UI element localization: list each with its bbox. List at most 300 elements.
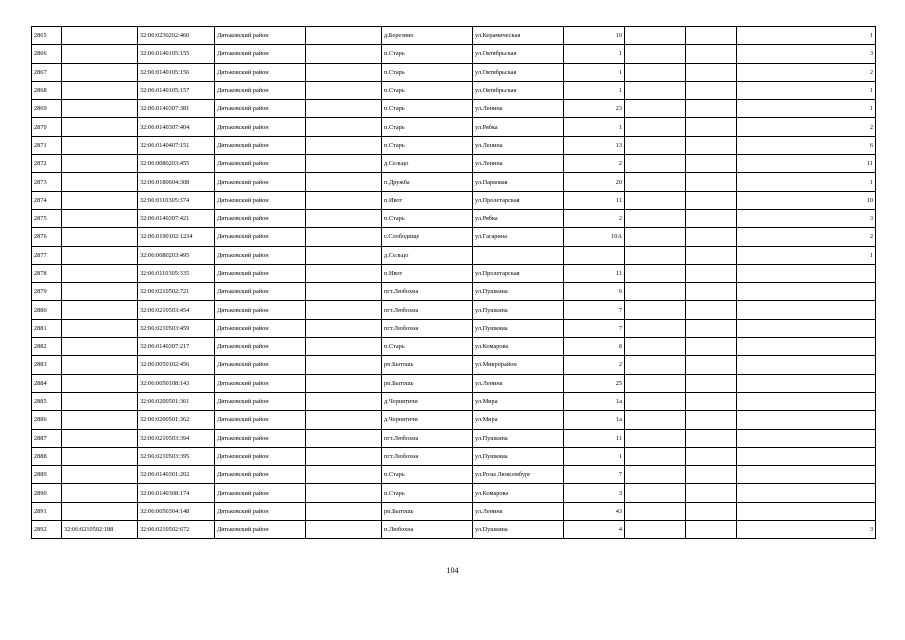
cell-cadastral-number: 32:06:0140301:202 — [138, 466, 215, 484]
cell-locality: с.Слободище — [382, 228, 473, 246]
cell-row-number: 2892 — [32, 521, 62, 539]
cell-row-number: 2874 — [32, 191, 62, 209]
cell-house-number: 11 — [564, 191, 625, 209]
cell-previous-cadastral-number: 32:06:0210502:188 — [62, 521, 138, 539]
cell-house-number: 2 — [564, 209, 625, 227]
cell-count: 1 — [737, 81, 876, 99]
cell-district: Дятьковский район — [215, 411, 306, 429]
cell-count — [737, 356, 876, 374]
cell-house-number: 13 — [564, 136, 625, 154]
cell-empty — [625, 484, 686, 502]
cell-previous-cadastral-number — [62, 319, 138, 337]
cell-row-number: 2884 — [32, 374, 62, 392]
cell-empty — [686, 63, 737, 81]
cell-locality: п.Старь — [382, 136, 473, 154]
cell-empty — [625, 466, 686, 484]
cell-cadastral-number: 32:06:0050102:456 — [138, 356, 215, 374]
table-row — [32, 319, 876, 337]
cell-empty — [686, 191, 737, 209]
cell-empty — [625, 191, 686, 209]
cell-count: 6 — [737, 136, 876, 154]
cell-empty — [625, 356, 686, 374]
cell-row-number: 2882 — [32, 338, 62, 356]
cell-count: 1 — [737, 27, 876, 45]
cell-empty — [625, 81, 686, 99]
cell-cadastral-number: 32:06:0140307:421 — [138, 209, 215, 227]
cell-street: ул.Гагарина — [473, 228, 564, 246]
cell-row-number: 2883 — [32, 356, 62, 374]
cell-row-number: 2885 — [32, 392, 62, 410]
cell-row-number: 2870 — [32, 118, 62, 136]
cell-empty — [306, 521, 382, 539]
cell-row-number: 2866 — [32, 45, 62, 63]
cell-house-number: 1 — [564, 45, 625, 63]
cell-district: Дятьковский район — [215, 356, 306, 374]
cell-empty — [306, 63, 382, 81]
cell-cadastral-number: 32:06:0140105:157 — [138, 81, 215, 99]
cell-street: ул.Пушкина — [473, 521, 564, 539]
cell-empty — [306, 173, 382, 191]
table-row — [32, 45, 876, 63]
cell-row-number: 2878 — [32, 264, 62, 282]
cell-previous-cadastral-number — [62, 155, 138, 173]
cell-district: Дятьковский район — [215, 264, 306, 282]
cell-previous-cadastral-number — [62, 45, 138, 63]
cell-empty — [686, 209, 737, 227]
cell-empty — [625, 100, 686, 118]
cell-cadastral-number: 32:06:0210503:394 — [138, 429, 215, 447]
cell-empty — [625, 209, 686, 227]
cell-house-number: 20 — [564, 173, 625, 191]
cell-previous-cadastral-number — [62, 264, 138, 282]
cell-cadastral-number: 32:06:0140307:404 — [138, 118, 215, 136]
cell-street: ул.Парковая — [473, 173, 564, 191]
cell-cadastral-number: 32:06:0140307:217 — [138, 338, 215, 356]
cell-street: ул.Комарова — [473, 484, 564, 502]
cell-house-number: 11 — [564, 264, 625, 282]
cell-empty — [306, 502, 382, 520]
cell-locality: пгт.Любохна — [382, 301, 473, 319]
cell-cadastral-number: 32:06:0050304:148 — [138, 502, 215, 520]
cell-empty — [686, 246, 737, 264]
cell-cadastral-number: 32:06:0190102:1234 — [138, 228, 215, 246]
cell-street: ул.Пролетарская — [473, 264, 564, 282]
cell-count — [737, 447, 876, 465]
cell-street: ул.Ленина — [473, 502, 564, 520]
cell-previous-cadastral-number — [62, 191, 138, 209]
cell-house-number: 1а — [564, 411, 625, 429]
table-row — [32, 356, 876, 374]
cell-empty — [625, 502, 686, 520]
cell-empty — [686, 356, 737, 374]
cell-empty — [306, 191, 382, 209]
table-row — [32, 283, 876, 301]
cell-empty — [625, 264, 686, 282]
table-row — [32, 118, 876, 136]
cell-count — [737, 338, 876, 356]
cell-district: Дятьковский район — [215, 136, 306, 154]
cell-empty — [306, 264, 382, 282]
cell-locality: п.Старь — [382, 338, 473, 356]
table-body — [32, 27, 876, 539]
cell-district: Дятьковский район — [215, 209, 306, 227]
table-row — [32, 209, 876, 227]
cell-district: Дятьковский район — [215, 63, 306, 81]
cell-previous-cadastral-number — [62, 466, 138, 484]
cell-district: Дятьковский район — [215, 466, 306, 484]
registry-table — [31, 26, 876, 539]
cell-previous-cadastral-number — [62, 429, 138, 447]
table-row — [32, 502, 876, 520]
cell-empty — [686, 466, 737, 484]
cell-empty — [306, 155, 382, 173]
cell-row-number: 2887 — [32, 429, 62, 447]
cell-empty — [686, 283, 737, 301]
cell-empty — [686, 81, 737, 99]
cell-district: Дятьковский район — [215, 484, 306, 502]
cell-locality: п.Старь — [382, 466, 473, 484]
cell-house-number: 4 — [564, 521, 625, 539]
cell-locality: д.Сельцо — [382, 246, 473, 264]
cell-street: ул.Пушкина — [473, 447, 564, 465]
cell-empty — [686, 264, 737, 282]
cell-row-number: 2888 — [32, 447, 62, 465]
cell-empty — [306, 27, 382, 45]
cell-house-number: 8 — [564, 338, 625, 356]
cell-cadastral-number: 32:06:0210502:721 — [138, 283, 215, 301]
table-row — [32, 466, 876, 484]
cell-count — [737, 319, 876, 337]
cell-house-number — [564, 246, 625, 264]
cell-district: Дятьковский район — [215, 228, 306, 246]
cell-empty — [686, 100, 737, 118]
cell-row-number: 2886 — [32, 411, 62, 429]
cell-locality: п.Дружба — [382, 173, 473, 191]
cell-locality: п.Ивот — [382, 264, 473, 282]
cell-street: ул.Ленина — [473, 100, 564, 118]
cell-empty — [306, 301, 382, 319]
cell-empty — [625, 283, 686, 301]
cell-cadastral-number: 32:06:0140307:381 — [138, 100, 215, 118]
cell-locality: п.Старь — [382, 63, 473, 81]
cell-count — [737, 466, 876, 484]
cell-empty — [686, 118, 737, 136]
cell-previous-cadastral-number — [62, 484, 138, 502]
cell-district: Дятьковский район — [215, 100, 306, 118]
cell-count — [737, 484, 876, 502]
table-row — [32, 264, 876, 282]
cell-count — [737, 283, 876, 301]
cell-street: ул.Пушкина — [473, 319, 564, 337]
cell-district: Дятьковский район — [215, 319, 306, 337]
cell-row-number: 2876 — [32, 228, 62, 246]
cell-count — [737, 374, 876, 392]
cell-empty — [686, 447, 737, 465]
cell-row-number: 2869 — [32, 100, 62, 118]
cell-empty — [686, 27, 737, 45]
cell-street: ул.Ленина — [473, 374, 564, 392]
cell-previous-cadastral-number — [62, 173, 138, 191]
cell-empty — [686, 301, 737, 319]
cell-locality: п.Ивот — [382, 191, 473, 209]
cell-district: Дятьковский район — [215, 191, 306, 209]
cell-empty — [625, 374, 686, 392]
cell-empty — [625, 63, 686, 81]
cell-house-number: 2 — [564, 356, 625, 374]
cell-cadastral-number: 32:06:0140105:156 — [138, 63, 215, 81]
cell-previous-cadastral-number — [62, 136, 138, 154]
cell-previous-cadastral-number — [62, 63, 138, 81]
cell-count: 10 — [737, 191, 876, 209]
cell-count — [737, 429, 876, 447]
cell-row-number: 2865 — [32, 27, 62, 45]
cell-empty — [625, 173, 686, 191]
cell-street: ул.Мира — [473, 411, 564, 429]
cell-locality: д.Чернятичи — [382, 411, 473, 429]
cell-street: ул.Пушкина — [473, 283, 564, 301]
cell-empty — [686, 392, 737, 410]
cell-empty — [625, 228, 686, 246]
cell-empty — [306, 411, 382, 429]
cell-empty — [625, 521, 686, 539]
cell-row-number: 2880 — [32, 301, 62, 319]
table-row — [32, 447, 876, 465]
cell-empty — [306, 447, 382, 465]
cell-row-number: 2867 — [32, 63, 62, 81]
cell-empty — [306, 392, 382, 410]
cell-street: ул.Микрорайон — [473, 356, 564, 374]
cell-count: 3 — [737, 521, 876, 539]
cell-house-number: 1 — [564, 63, 625, 81]
cell-previous-cadastral-number — [62, 356, 138, 374]
cell-previous-cadastral-number — [62, 338, 138, 356]
cell-cadastral-number: 32:06:0210503:395 — [138, 447, 215, 465]
cell-house-number: 6 — [564, 283, 625, 301]
cell-empty — [306, 100, 382, 118]
cell-empty — [306, 429, 382, 447]
cell-cadastral-number: 32:06:0050108:143 — [138, 374, 215, 392]
cell-count — [737, 502, 876, 520]
cell-previous-cadastral-number — [62, 502, 138, 520]
cell-house-number: 23 — [564, 100, 625, 118]
cell-locality: рп.Бытошь — [382, 502, 473, 520]
table-row — [32, 411, 876, 429]
cell-locality: п.Старь — [382, 100, 473, 118]
table-row — [32, 191, 876, 209]
cell-locality: пгт.Любохна — [382, 319, 473, 337]
cell-district: Дятьковский район — [215, 173, 306, 191]
cell-empty — [306, 45, 382, 63]
cell-district: Дятьковский район — [215, 502, 306, 520]
cell-row-number: 2889 — [32, 466, 62, 484]
cell-locality: д.Чернятичи — [382, 392, 473, 410]
cell-house-number: 1 — [564, 447, 625, 465]
table-row — [32, 392, 876, 410]
cell-count: 1 — [737, 173, 876, 191]
cell-district: Дятьковский район — [215, 429, 306, 447]
cell-previous-cadastral-number — [62, 392, 138, 410]
cell-empty — [686, 155, 737, 173]
cell-count — [737, 411, 876, 429]
cell-previous-cadastral-number — [62, 81, 138, 99]
cell-house-number: 43 — [564, 502, 625, 520]
cell-empty — [625, 45, 686, 63]
cell-count: 3 — [737, 209, 876, 227]
cell-empty — [625, 118, 686, 136]
cell-previous-cadastral-number — [62, 100, 138, 118]
cell-row-number: 2873 — [32, 173, 62, 191]
table-row — [32, 155, 876, 173]
cell-empty — [686, 173, 737, 191]
cell-previous-cadastral-number — [62, 27, 138, 45]
cell-street: ул.Рябка — [473, 209, 564, 227]
cell-house-number: 2 — [564, 155, 625, 173]
cell-district: Дятьковский район — [215, 118, 306, 136]
cell-empty — [686, 411, 737, 429]
cell-district: Дятьковский район — [215, 81, 306, 99]
cell-empty — [686, 338, 737, 356]
cell-previous-cadastral-number — [62, 374, 138, 392]
cell-street: ул.Ленина — [473, 155, 564, 173]
cell-row-number: 2877 — [32, 246, 62, 264]
cell-cadastral-number: 32:06:0140308:174 — [138, 484, 215, 502]
cell-cadastral-number: 32:06:0080203:455 — [138, 155, 215, 173]
cell-count — [737, 264, 876, 282]
cell-locality: д.Березино — [382, 27, 473, 45]
cell-previous-cadastral-number — [62, 301, 138, 319]
cell-locality: д.Сельцо — [382, 155, 473, 173]
cell-empty — [306, 283, 382, 301]
cell-previous-cadastral-number — [62, 447, 138, 465]
cell-count — [737, 301, 876, 319]
cell-empty — [686, 502, 737, 520]
cell-house-number: 1а — [564, 392, 625, 410]
cell-empty — [625, 246, 686, 264]
table-row — [32, 521, 876, 539]
cell-street: ул.Розы Люксембург — [473, 466, 564, 484]
cell-row-number: 2871 — [32, 136, 62, 154]
cell-empty — [306, 228, 382, 246]
cell-empty — [625, 319, 686, 337]
cell-cadastral-number: 32:06:0210503:454 — [138, 301, 215, 319]
cell-cadastral-number: 32:06:0140407:151 — [138, 136, 215, 154]
cell-empty — [306, 319, 382, 337]
cell-street: ул.Пролетарская — [473, 191, 564, 209]
cell-street: ул.Рябка — [473, 118, 564, 136]
cell-previous-cadastral-number — [62, 283, 138, 301]
cell-district: Дятьковский район — [215, 45, 306, 63]
cell-locality: рп.Бытошь — [382, 356, 473, 374]
cell-row-number: 2875 — [32, 209, 62, 227]
cell-empty — [306, 118, 382, 136]
table-row — [32, 228, 876, 246]
cell-previous-cadastral-number — [62, 118, 138, 136]
cell-previous-cadastral-number — [62, 228, 138, 246]
cell-empty — [625, 392, 686, 410]
table-row — [32, 173, 876, 191]
cell-locality: п.Старь — [382, 81, 473, 99]
cell-house-number: 11 — [564, 429, 625, 447]
cell-house-number: 7 — [564, 319, 625, 337]
cell-empty — [625, 429, 686, 447]
cell-cadastral-number: 32:06:0210502:672 — [138, 521, 215, 539]
cell-house-number: 10А — [564, 228, 625, 246]
cell-street: ул.Пушкина — [473, 429, 564, 447]
cell-row-number: 2890 — [32, 484, 62, 502]
cell-locality: пгт.Любохна — [382, 447, 473, 465]
table-row — [32, 246, 876, 264]
table-row — [32, 81, 876, 99]
cell-empty — [686, 484, 737, 502]
table-row — [32, 374, 876, 392]
cell-street: ул.Октябрьская — [473, 45, 564, 63]
cell-house-number: 10 — [564, 27, 625, 45]
cell-street — [473, 246, 564, 264]
cell-empty — [686, 45, 737, 63]
cell-empty — [625, 301, 686, 319]
cell-previous-cadastral-number — [62, 209, 138, 227]
cell-empty — [306, 246, 382, 264]
cell-empty — [686, 521, 737, 539]
cell-district: Дятьковский район — [215, 27, 306, 45]
cell-house-number: 3 — [564, 484, 625, 502]
table-row — [32, 27, 876, 45]
cell-cadastral-number: 32:06:0200501:362 — [138, 411, 215, 429]
cell-street: ул.Ленина — [473, 136, 564, 154]
cell-street: ул.Пушкина — [473, 301, 564, 319]
cell-cadastral-number: 32:06:0230202:460 — [138, 27, 215, 45]
cell-locality: п.Старь — [382, 118, 473, 136]
cell-row-number: 2872 — [32, 155, 62, 173]
cell-house-number: 7 — [564, 466, 625, 484]
cell-street: ул.Комарова — [473, 338, 564, 356]
cell-cadastral-number: 32:06:0180604:308 — [138, 173, 215, 191]
cell-street: ул.Мира — [473, 392, 564, 410]
cell-empty — [306, 136, 382, 154]
cell-previous-cadastral-number — [62, 246, 138, 264]
cell-row-number: 2881 — [32, 319, 62, 337]
cell-locality: рп.Бытошь — [382, 374, 473, 392]
table-row — [32, 100, 876, 118]
cell-empty — [306, 356, 382, 374]
cell-cadastral-number: 32:06:0110305:374 — [138, 191, 215, 209]
cell-locality: п.Старь — [382, 45, 473, 63]
cell-count: 1 — [737, 100, 876, 118]
cell-empty — [686, 429, 737, 447]
table-row — [32, 338, 876, 356]
cell-cadastral-number: 32:06:0200501:361 — [138, 392, 215, 410]
cell-empty — [306, 81, 382, 99]
cell-house-number: 7 — [564, 301, 625, 319]
cell-district: Дятьковский район — [215, 283, 306, 301]
cell-cadastral-number: 32:06:0210503:459 — [138, 319, 215, 337]
cell-empty — [686, 374, 737, 392]
table-row — [32, 136, 876, 154]
cell-locality: п.Старь — [382, 484, 473, 502]
cell-empty — [306, 466, 382, 484]
cell-street: ул.Октябрьская — [473, 63, 564, 81]
cell-street: ул.Октябрьская — [473, 81, 564, 99]
cell-street: ул.Керамическая — [473, 27, 564, 45]
cell-cadastral-number: 32:06:0140105:155 — [138, 45, 215, 63]
cell-district: Дятьковский район — [215, 374, 306, 392]
cell-district: Дятьковский район — [215, 447, 306, 465]
table-row — [32, 63, 876, 81]
cell-district: Дятьковский район — [215, 246, 306, 264]
cell-empty — [306, 209, 382, 227]
cell-district: Дятьковский район — [215, 392, 306, 410]
table-row — [32, 484, 876, 502]
